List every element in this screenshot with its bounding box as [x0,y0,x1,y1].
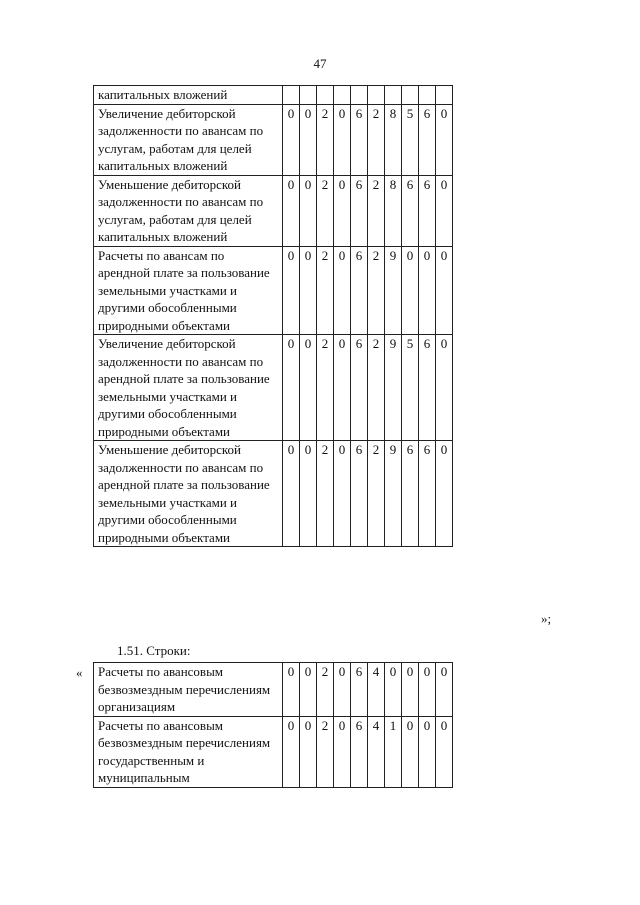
code-digit-cell: 0 [283,441,300,547]
code-digit-cell: 6 [351,246,368,335]
code-digit-cell: 6 [351,716,368,787]
code-digit-cell: 6 [402,175,419,246]
account-table-top [93,85,453,547]
account-table-bottom [93,662,453,788]
code-digit-cell: 0 [419,716,436,787]
row-label: Увеличение дебиторской задолженности по авансам по услугам, работам для целей капитальных вложений [94,104,283,175]
code-digit-cell: 2 [317,246,334,335]
code-digit-cell: 0 [300,663,317,717]
row-label: Уменьшение дебиторской задолженности по авансам по арендной плате за пользование земельными участками и другими обособленными природными объектами [94,441,283,547]
code-digit-cell: 9 [385,441,402,547]
code-digit-cell: 0 [283,335,300,441]
table-row [94,246,453,335]
code-digit-cell: 1 [385,716,402,787]
code-digit-cell [402,86,419,105]
code-digit-cell: 0 [402,246,419,335]
code-digit-cell: 0 [334,104,351,175]
table-row [94,335,453,441]
code-digit-cell: 2 [317,175,334,246]
code-digit-cell: 6 [351,175,368,246]
code-digit-cell: 0 [334,246,351,335]
code-digit-cell [334,86,351,105]
code-digit-cell: 0 [300,246,317,335]
code-digit-cell: 0 [283,716,300,787]
code-digit-cell: 2 [368,441,385,547]
row-label: Расчеты по авансам по арендной плате за пользование земельными участками и другими обособленными природными объектами [94,246,283,335]
code-digit-cell: 2 [368,246,385,335]
code-digit-cell: 0 [436,441,453,547]
table-row [94,86,453,105]
code-digit-cell: 0 [334,663,351,717]
code-digit-cell: 0 [283,104,300,175]
code-digit-cell: 0 [436,716,453,787]
table-row [94,441,453,547]
row-label: Увеличение дебиторской задолженности по авансам по арендной плате за пользование земельными участками и другими обособленными природными объектами [94,335,283,441]
table-row [94,663,453,717]
code-digit-cell [317,86,334,105]
code-digit-cell [283,86,300,105]
code-digit-cell: 4 [368,716,385,787]
code-digit-cell: 2 [368,104,385,175]
code-digit-cell: 2 [317,335,334,441]
code-digit-cell: 0 [283,175,300,246]
code-digit-cell: 0 [385,663,402,717]
code-digit-cell [351,86,368,105]
code-digit-cell: 0 [436,663,453,717]
code-digit-cell [385,86,402,105]
row-label: Расчеты по авансовым безвозмездным перечислениям государственным и муниципальным [94,716,283,787]
code-digit-cell: 6 [351,335,368,441]
code-digit-cell: 0 [334,175,351,246]
code-digit-cell: 2 [317,663,334,717]
code-digit-cell: 0 [419,663,436,717]
closing-quote: »; [541,611,552,626]
code-digit-cell: 2 [368,175,385,246]
code-digit-cell: 5 [402,335,419,441]
table-row [94,716,453,787]
code-digit-cell: 0 [334,441,351,547]
code-digit-cell: 0 [300,175,317,246]
code-digit-cell: 6 [419,175,436,246]
code-digit-cell: 4 [368,663,385,717]
code-digit-cell: 0 [436,175,453,246]
code-digit-cell: 6 [419,441,436,547]
opening-quote: « [76,665,83,680]
code-digit-cell: 0 [300,104,317,175]
code-digit-cell [436,86,453,105]
row-label: Уменьшение дебиторской задолженности по авансам по услугам, работам для целей капитальных вложений [94,175,283,246]
code-digit-cell: 6 [419,104,436,175]
code-digit-cell [368,86,385,105]
code-digit-cell: 0 [334,716,351,787]
code-digit-cell: 6 [351,104,368,175]
code-digit-cell: 9 [385,335,402,441]
code-digit-cell: 8 [385,104,402,175]
code-digit-cell: 6 [419,335,436,441]
code-digit-cell: 9 [385,246,402,335]
row-label: капитальных вложений [94,86,283,105]
code-digit-cell: 0 [436,104,453,175]
code-digit-cell: 0 [419,246,436,335]
code-digit-cell: 0 [283,246,300,335]
table-row [94,175,453,246]
code-digit-cell [300,86,317,105]
code-digit-cell: 0 [300,716,317,787]
table-row [94,104,453,175]
code-digit-cell: 0 [436,335,453,441]
code-digit-cell: 6 [351,441,368,547]
code-digit-cell: 2 [368,335,385,441]
code-digit-cell [419,86,436,105]
code-digit-cell: 2 [317,716,334,787]
code-digit-cell: 0 [283,663,300,717]
code-digit-cell: 6 [402,441,419,547]
code-digit-cell: 0 [300,335,317,441]
code-digit-cell: 2 [317,104,334,175]
code-digit-cell: 0 [300,441,317,547]
code-digit-cell: 0 [334,335,351,441]
page-number: 47 [313,56,327,71]
section-heading: 1.51. Строки: [117,643,191,658]
code-digit-cell: 8 [385,175,402,246]
code-digit-cell: 6 [351,663,368,717]
code-digit-cell: 0 [436,246,453,335]
code-digit-cell: 0 [402,716,419,787]
code-digit-cell: 5 [402,104,419,175]
row-label: Расчеты по авансовым безвозмездным перечислениям организациям [94,663,283,717]
code-digit-cell: 0 [402,663,419,717]
code-digit-cell: 2 [317,441,334,547]
